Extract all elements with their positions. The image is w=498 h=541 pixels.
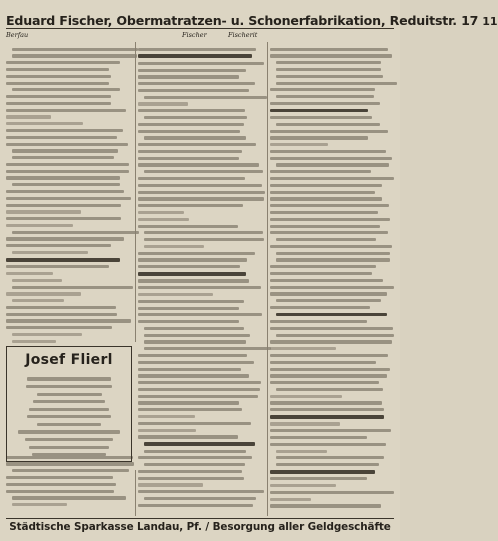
directory-entry-line <box>6 319 131 322</box>
directory-entry-line <box>6 244 111 247</box>
directory-entry-line <box>12 503 67 506</box>
directory-entry-line <box>276 456 384 459</box>
directory-entry-line <box>138 265 240 268</box>
directory-entry-line <box>6 129 123 132</box>
page-footer <box>6 518 394 535</box>
directory-entry-line <box>270 177 394 180</box>
directory-entry-line <box>12 88 120 91</box>
directory-entry-line <box>12 333 82 336</box>
advertisement-title: Josef Flierl <box>25 352 113 368</box>
column-rule <box>135 470 136 516</box>
directory-entry-line <box>12 469 129 472</box>
directory-entry-line <box>12 340 56 343</box>
directory-entry-line <box>138 184 262 187</box>
directory-entry-line <box>6 190 124 193</box>
directory-entry-line <box>270 395 342 398</box>
directory-entry-line <box>6 306 116 309</box>
directory-entry-line <box>276 258 390 261</box>
directory-entry-line <box>270 292 387 295</box>
directory-entry-line <box>138 258 247 261</box>
directory-entry-line <box>138 401 239 404</box>
directory-entry-line <box>138 62 264 65</box>
directory-entry-line <box>270 306 370 309</box>
directory-entry-line <box>270 286 394 289</box>
advertisement-text-line <box>18 430 120 433</box>
directory-entry-line <box>270 157 392 160</box>
directory-entry-line <box>138 143 256 146</box>
directory-entry-line <box>6 102 111 105</box>
directory-entry-line <box>138 313 262 316</box>
directory-entry-line <box>270 211 378 214</box>
directory-entry-line <box>6 490 114 493</box>
advertisement-text-line <box>33 400 104 403</box>
directory-entry-line <box>276 252 390 255</box>
directory-entry-line <box>6 217 121 220</box>
directory-entry-line <box>144 347 271 350</box>
advertisement-lines <box>7 368 131 456</box>
directory-entry-line <box>270 102 380 105</box>
directory-entry-line <box>12 48 138 51</box>
directory-entry-line <box>144 340 246 343</box>
directory-entry-line <box>276 463 379 466</box>
directory-entry-line <box>276 123 380 126</box>
directory-entry-line <box>276 450 327 453</box>
directory-entry-line <box>138 477 244 480</box>
directory-entry-line <box>270 470 375 474</box>
directory-entry-line <box>270 491 394 494</box>
directory-entry-line <box>12 183 120 186</box>
directory-entry-line <box>270 218 390 221</box>
directory-entry-line <box>12 251 88 254</box>
directory-entry-line <box>138 225 238 228</box>
directory-entry-line <box>270 109 368 113</box>
directory-entry-line <box>138 252 255 255</box>
directory-entry-line <box>6 82 109 85</box>
entries-column-2 <box>138 44 266 507</box>
directory-entry-line <box>144 96 267 99</box>
directory-entry-line <box>138 429 196 432</box>
running-head-left: Berfau <box>6 31 29 39</box>
directory-entry-line <box>270 422 340 425</box>
directory-entry-line <box>270 225 380 228</box>
directory-entry-line <box>138 279 249 282</box>
directory-entry-line <box>6 313 117 316</box>
directory-entry-line <box>270 231 388 234</box>
directory-entry-line <box>270 88 375 91</box>
directory-entry-line <box>270 272 372 275</box>
directory-entry-line <box>276 238 376 241</box>
directory-entry-line <box>144 450 246 453</box>
directory-entry-line <box>138 177 245 180</box>
directory-entry-line <box>138 75 239 78</box>
advertisement-text-line <box>37 393 102 396</box>
directory-entry-line <box>12 231 139 234</box>
directory-entry-line <box>144 231 263 234</box>
directory-entry-line <box>270 204 389 207</box>
directory-entry-line <box>270 130 388 133</box>
directory-entry-line <box>138 361 254 364</box>
directory-entry-line <box>270 436 367 439</box>
directory-entry-line <box>138 54 252 58</box>
directory-entry-line <box>138 422 251 425</box>
column-rule <box>267 42 268 516</box>
directory-entry-line <box>6 265 109 268</box>
directory-entry-line <box>138 388 260 391</box>
directory-entry-line <box>276 95 374 98</box>
directory-entry-line <box>270 381 379 384</box>
directory-entry-line <box>6 109 126 112</box>
directory-entry-line <box>270 197 382 200</box>
directory-entry-line <box>138 504 253 507</box>
directory-entry-line <box>6 483 116 486</box>
directory-entry-line <box>6 68 109 71</box>
directory-entry-line <box>270 340 392 343</box>
directory-entry-line <box>138 130 240 133</box>
directory-entry-line <box>6 176 120 179</box>
column-rule <box>135 42 136 342</box>
advertisement-text-line <box>29 446 108 449</box>
directory-entry-line <box>270 327 393 330</box>
directory-entry-line <box>276 313 387 317</box>
directory-entry-line <box>270 170 371 173</box>
directory-entry-line <box>276 163 389 166</box>
directory-entry-line <box>12 54 137 57</box>
directory-entry-line <box>270 191 375 194</box>
directory-entry-line <box>6 462 134 465</box>
directory-entry-line <box>6 170 129 173</box>
directory-entry-line <box>138 395 258 398</box>
directory-entry-line <box>6 326 112 329</box>
directory-entry-line <box>270 361 376 364</box>
directory-entry-line <box>138 157 239 160</box>
directory-entry-line <box>138 286 261 289</box>
directory-entry-line <box>270 279 383 282</box>
directory-entry-line <box>6 75 111 78</box>
directory-entry-line <box>270 368 390 371</box>
directory-entry-line <box>270 374 387 377</box>
directory-entry-line <box>138 300 244 303</box>
directory-entry-line <box>270 48 388 51</box>
directory-entry-line <box>138 163 259 166</box>
directory-entry-line <box>270 484 336 487</box>
directory-entry-line <box>138 381 261 384</box>
directory-entry-line <box>138 456 252 459</box>
directory-entry-line <box>138 150 242 153</box>
directory-entry-line <box>6 136 117 139</box>
directory-entry-line <box>138 89 249 92</box>
directory-entry-line <box>138 123 244 126</box>
entries-column-3 <box>270 44 394 508</box>
advertisement-text-line <box>32 453 105 456</box>
directory-entry-line <box>6 237 124 240</box>
footer-advertisement: Städtische Sparkasse Landau, Pf. / Besorgung aller Geldgeschäfte <box>9 521 391 533</box>
advertisement-text-line <box>29 408 110 411</box>
header-title: Eduard Fischer, Obermatratzen- u. Schonerfabrikation, Reduitstr. 17 <box>6 13 479 28</box>
advertisement-box <box>6 346 132 462</box>
directory-entry-line <box>138 191 265 194</box>
directory-entry-line <box>6 224 73 227</box>
directory-entry-line <box>138 435 238 438</box>
directory-entry-line <box>270 401 382 404</box>
directory-entry-line <box>270 477 367 480</box>
directory-entry-line <box>270 408 384 411</box>
page-header <box>6 6 498 29</box>
directory-entry-line <box>138 218 189 221</box>
directory-entry-line <box>6 476 113 479</box>
directory-entry-line <box>138 69 246 72</box>
directory-entry-line <box>138 320 239 323</box>
directory-entry-line <box>138 415 195 418</box>
directory-entry-line <box>12 286 133 289</box>
directory-entry-line <box>270 143 328 146</box>
directory-entry-line <box>138 354 247 357</box>
directory-entry-line <box>138 374 249 377</box>
directory-entry-line <box>138 408 242 411</box>
directory-entry-line <box>144 442 255 446</box>
directory-entry-line <box>270 443 386 446</box>
directory-entry-line <box>270 429 391 432</box>
directory-entry-line <box>270 415 384 419</box>
advertisement-text-line <box>25 438 113 441</box>
running-heads <box>6 31 394 41</box>
directory-entry-line <box>138 483 203 486</box>
directory-entry-line <box>6 163 129 166</box>
directory-entry-line <box>144 497 256 500</box>
directory-entry-line <box>276 82 397 85</box>
directory-entry-line <box>138 204 243 207</box>
directory-entry-line <box>12 156 114 159</box>
directory-entry-line <box>144 463 245 466</box>
directory-entry-line <box>138 197 264 200</box>
directory-entry-line <box>270 184 382 187</box>
directory-entry-line <box>144 245 204 248</box>
directory-entry-line <box>6 143 128 146</box>
running-head-right: Fischerit <box>228 31 258 39</box>
directory-entry-line <box>138 102 188 105</box>
directory-entry-line <box>138 48 256 51</box>
directory-entry-line <box>138 109 245 112</box>
directory-entry-line <box>138 470 242 473</box>
directory-entry-line <box>138 307 239 310</box>
running-head-center: Fischer <box>182 31 207 39</box>
directory-entry-line <box>6 204 121 207</box>
directory-entry-line <box>270 116 372 119</box>
directory-entry-line <box>144 327 244 330</box>
directory-entry-line <box>276 388 383 391</box>
directory-entry-line <box>276 68 381 71</box>
directory-entry-line <box>270 265 376 268</box>
directory-entry-line <box>6 122 83 125</box>
directory-entry-line <box>138 368 241 371</box>
directory-entry-line <box>270 150 386 153</box>
directory-entry-line <box>276 299 381 302</box>
advertisement-text-line <box>27 415 111 418</box>
directory-entry-line <box>12 299 64 302</box>
directory-entry-line <box>270 54 392 57</box>
directory-entry-line <box>138 211 184 214</box>
directory-entry-line <box>270 498 311 501</box>
directory-entry-line <box>6 95 111 98</box>
directory-entry-line <box>6 197 131 200</box>
directory-entry-line <box>144 136 246 139</box>
directory-entry-line <box>276 334 394 337</box>
directory-entry-line <box>144 334 250 337</box>
directory-entry-line <box>6 115 51 118</box>
directory-entry-line <box>6 258 120 262</box>
directory-entry-line <box>138 490 264 493</box>
directory-entry-line <box>138 82 255 85</box>
directory-entry-line <box>6 292 81 295</box>
directory-entry-line <box>12 496 126 499</box>
directory-entry-line <box>12 149 118 152</box>
directory-entry-line <box>276 61 381 64</box>
directory-entry-line <box>12 279 62 282</box>
directory-entry-line <box>276 75 383 78</box>
directory-entry-line <box>270 245 392 248</box>
directory-entry-line <box>270 504 381 507</box>
directory-entry-line <box>6 210 81 213</box>
directory-entry-line <box>6 272 53 275</box>
directory-entry-line <box>138 272 246 276</box>
directory-entry-line <box>270 354 388 357</box>
directory-entry-line <box>270 320 367 323</box>
page-number: 11 <box>482 15 498 28</box>
directory-entry-line <box>270 347 336 350</box>
directory-entry-line <box>270 136 368 139</box>
directory-entry-line <box>144 116 247 119</box>
advertisement-text-line <box>26 385 113 388</box>
directory-entry-line <box>6 61 120 64</box>
directory-entry-line <box>144 170 263 173</box>
advertisement-text-line <box>37 423 100 426</box>
advertisement-text-line <box>27 377 110 380</box>
directory-entry-line <box>138 293 213 296</box>
directory-entry-line <box>144 238 264 241</box>
